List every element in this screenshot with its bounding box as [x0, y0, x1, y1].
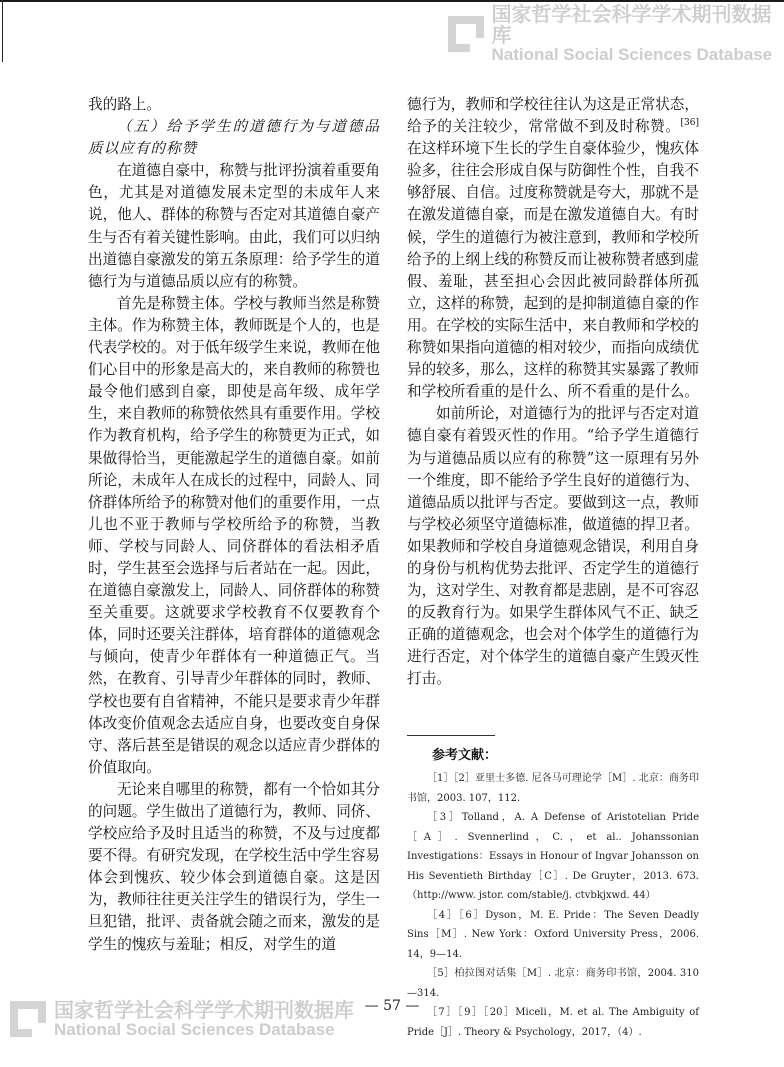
paragraph-continued: [407, 94, 699, 403]
paragraph-text: 在这样环境下生长的学生自豪体验少，愧疚体验多，往往会形成自保与防御性个性，自我不够舒展、自信。过度称赞就是夸大，那就不是在激发道德自豪，而是在激发道德自大。有时候，学生的道德行为被注意到，教师和学校所给予的上纲上线的称赞反而让被称赞者感到虚假、羞耻，甚至担心会因此被同龄群体所孤立，这样的称赞，起到的是抑制道德自豪的作用。在学校的实际生活中，来自教师和学校的称赞如果指向道德的相对较少，而指向成绩优异的较多，那么，这样的称赞其实暴露了教师和学校所看重的是什么、所不看重的是什么。: [407, 140, 699, 401]
left-text-column: [88, 94, 380, 956]
database-logo-icon: [10, 1001, 46, 1037]
page-number: — 57 —: [364, 998, 420, 1014]
section-heading: （五）给予学生的道德行为与道德品质以应有的称赞: [88, 118, 380, 158]
paragraph-text: 德行为，教师和学校往往认为这是正常状态，给予的关注较少，常常做不到及时称赞。: [407, 96, 699, 136]
reference-item: ［5］柏拉图对话集［M］. 北京：商务印书馆，2004. 310—314.: [407, 968, 699, 999]
watermark-en-text: National Social Sciences Database: [54, 1020, 335, 1039]
references-heading: 参考文献：: [432, 748, 498, 763]
paragraph: 如前所论，对道德行为的批评与否定对道德自豪有着毁灭性的作用。“给予学生道德行为与道德品质以应有的称赞”这一原理有另外一个维度，即不能给予学生良好的道德行为、道德品质以批评与否定。要做到这一点，教师与学校必须坚守道德标准，做道德的捍卫者。如果教师和学校自身道德观念错误，利用自身的身份与机构优势去批评、否定学生的道德行为，这对学生、对教育都是悲剧，是不可容忍的反教育行为。如果学生群体风气不正、缺乏正确的道德观念，也会对个体学生的道德行为进行否定，对个体学生的道德自豪产生毁灭性打击。: [407, 405, 699, 688]
left-edge-rule: [2, 2, 3, 62]
watermark-bottom: [10, 1000, 354, 1039]
references-divider: [407, 735, 495, 736]
right-text-column: [407, 94, 699, 691]
reference-item: ［1］［2］亚里士多德. 尼各马可理论学［M］. 北京：商务印书馆，2003. 107，112.: [407, 773, 699, 804]
paragraph: 在道德自豪中，称赞与批评扮演着重要角色，尤其是对道德发展未定型的未成年人来说，他人、群体的称赞与否定对其道德自豪产生与否有着关键性影响。由此，我们可以归纳出道德自豪激发的第五条原理：给予学生的道德行为与道德品质以应有的称赞。: [88, 162, 380, 290]
watermark-cn-text: 国家哲学社会科学学术期刊数据库: [54, 998, 354, 1022]
watermark-en-text: National Social Sciences Database: [491, 45, 773, 64]
paragraph: 无论来自哪里的称赞，都有一个恰如其分的问题。学生做出了道德行为，教师、同侪、学校应给予及时且适当的称赞，不及与过度都要不得。有研究发现，在学校生活中学生容易体会到愧疚、较少体会到道德自豪。这是因为，教师往往更关注学生的错误行为，学生一旦犯错，批评、责备就会随之而来，激发的是学生的愧疚与羞耻；相反，对学生的道: [88, 780, 380, 953]
paragraph: 首先是称赞主体。学校与教师当然是称赞主体。作为称赞主体，教师既是个人的，也是代表学校的。对于低年级学生来说，教师在他们心目中的形象是高大的，来自教师的称赞也最令他们感到自豪，即使是高年级、成年学生，来自教师的称赞依然具有重要作用。学校作为教育机构，给予学生的称赞更为正式，如果做得恰当，更能激起学生的道德自豪。如前所论，未成年人在成长的过程中，同龄人、同侪群体所给予的称赞对他们的重要作用，一点儿也不亚于教师与学校所给予的称赞，当教师、学校与同龄人、同侪群体的看法相矛盾时，学生甚至会选择与后者站在一起。因此，在道德自豪激发上，同龄人、同侪群体的称赞至关重要。这就要求学校教育不仅要教育个体，同时还要关注群体，培育群体的道德观念与倾向，使青少年群体有一种道德正气。当然，在教育、引导青少年群体的同时，教师、学校也要有自省精神，不能只是要求青少年群体改变价值观念去适应自身，也要改变自身保守、落后甚至是错误的观念以适应青少群体的价值取向。: [88, 294, 380, 776]
paragraph-continued: 我的路上。: [88, 96, 161, 113]
database-logo-icon: [448, 16, 484, 52]
watermark-top: [448, 4, 784, 64]
reference-item: ［7］［9］［20］Miceli，M. et al. The Ambiguity of Pride［J］. Theory & Psychology，2017，（4）.: [407, 1007, 699, 1038]
reference-item: ［4］［6］Dyson，M. E. Pride：The Seven Deadly Sins［M］. New York：Oxford University Press，2006. 14，9—14.: [407, 909, 699, 960]
citation-marker: [36]: [680, 118, 699, 129]
reference-item: ［3］Tolland，A. A Defense of Aristotelian Pride［A］. Svennerlind，C.，et al.. Johanssonian Investigations：Essays in Honour of Ingvar Johansson on His Seventieth Birthday［C］. De Gruyter，2013. 673.（http://www. jstor. com/stable/j. ctvbkjxwd. 44）: [407, 812, 699, 901]
watermark-cn-text: 国家哲学社会科学学术期刊数据库: [491, 2, 772, 47]
